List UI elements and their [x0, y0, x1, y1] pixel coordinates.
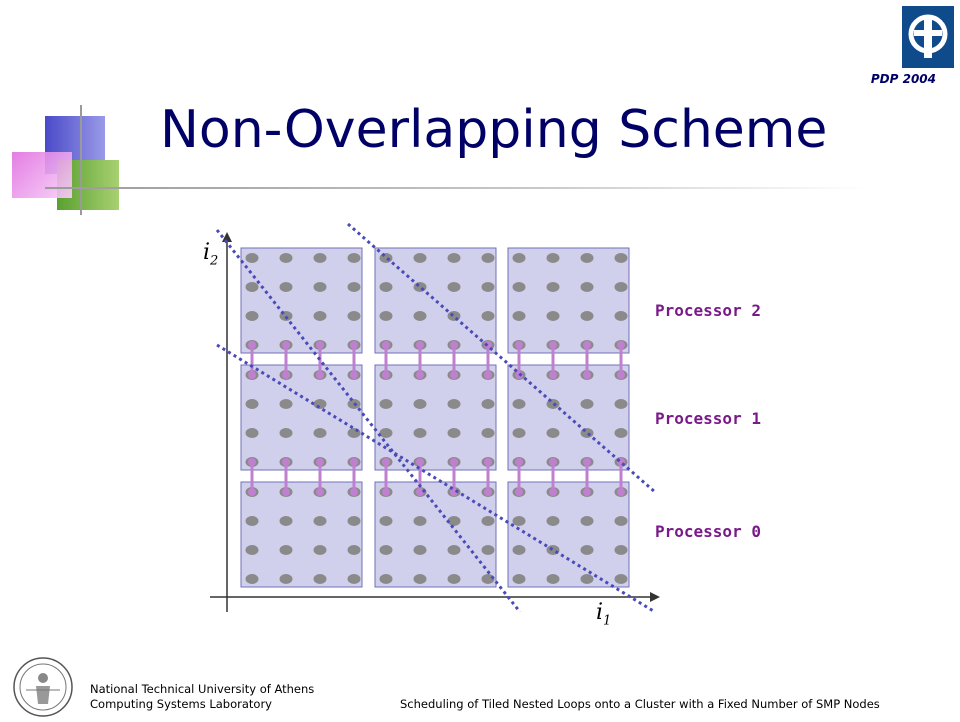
iteration-point [314, 282, 327, 292]
dependence-end [450, 341, 458, 349]
iteration-point [246, 574, 259, 584]
dependence-end [316, 488, 324, 496]
dependence-end [583, 371, 591, 379]
slide-title: Non-Overlapping Scheme [160, 100, 828, 160]
dependence-end [583, 458, 591, 466]
iteration-point [513, 516, 526, 526]
dependence-end [484, 458, 492, 466]
iteration-point [581, 253, 594, 263]
iteration-point [513, 311, 526, 321]
iteration-point [348, 516, 361, 526]
dependence-end [549, 458, 557, 466]
footer-institution: National Technical University of Athens [90, 682, 315, 696]
iteration-point [246, 253, 259, 263]
dependence-end [282, 371, 290, 379]
processor-1-label: Processor 1 [655, 409, 761, 428]
iteration-point [348, 574, 361, 584]
dependence-end [316, 371, 324, 379]
dependence-end [583, 341, 591, 349]
dependence-end [382, 341, 390, 349]
iteration-point [513, 282, 526, 292]
iteration-point [314, 516, 327, 526]
dependence-end [350, 458, 358, 466]
dependence-end [617, 341, 625, 349]
dependence-end [350, 341, 358, 349]
iteration-point [581, 282, 594, 292]
iteration-point [246, 282, 259, 292]
footer-talk-title: Scheduling of Tiled Nested Loops onto a Cluster with a Fixed Number of SMP Nodes [400, 697, 880, 711]
tile [508, 482, 629, 587]
iteration-point [280, 253, 293, 263]
iteration-point [513, 399, 526, 409]
iteration-point [280, 282, 293, 292]
dependence-end [416, 371, 424, 379]
iteration-point [615, 399, 628, 409]
processor-2-label: Processor 2 [655, 301, 761, 320]
iteration-point [482, 282, 495, 292]
iteration-point [615, 545, 628, 555]
iteration-point [280, 428, 293, 438]
iteration-point [513, 253, 526, 263]
iteration-point [448, 253, 461, 263]
iteration-point [348, 545, 361, 555]
iteration-point [280, 574, 293, 584]
x-axis-label: $i_1$ [596, 600, 612, 629]
conference-label: PDP 2004 [870, 72, 936, 86]
x-axis-arrow [650, 592, 660, 602]
iteration-point [414, 282, 427, 292]
dependence-end [515, 458, 523, 466]
dependence-end [282, 488, 290, 496]
iteration-point [380, 574, 393, 584]
tile [241, 482, 362, 587]
dependence-end [382, 371, 390, 379]
iteration-point [380, 399, 393, 409]
dependence-end [583, 488, 591, 496]
iteration-point [280, 545, 293, 555]
footer-affiliation [90, 682, 314, 712]
iteration-point [615, 516, 628, 526]
iteration-point [581, 516, 594, 526]
iteration-point [414, 516, 427, 526]
iteration-point [482, 399, 495, 409]
iteration-point [615, 282, 628, 292]
iteration-point [615, 311, 628, 321]
iteration-point [547, 253, 560, 263]
dependence-end [484, 488, 492, 496]
iteration-point [581, 545, 594, 555]
iteration-point [246, 311, 259, 321]
iteration-point [448, 574, 461, 584]
dependence-end [282, 458, 290, 466]
dependence-end [316, 341, 324, 349]
iteration-point [348, 253, 361, 263]
iteration-point [448, 428, 461, 438]
dependence-end [382, 488, 390, 496]
iteration-point [314, 545, 327, 555]
iteration-point [547, 516, 560, 526]
iteration-point [414, 545, 427, 555]
iteration-point [513, 574, 526, 584]
dependence-end [450, 371, 458, 379]
dependence-end [248, 458, 256, 466]
dependence-end [617, 371, 625, 379]
iteration-point [414, 311, 427, 321]
iteration-point [615, 253, 628, 263]
iteration-point [246, 428, 259, 438]
iteration-point [380, 428, 393, 438]
iteration-point [414, 253, 427, 263]
iteration-point [348, 282, 361, 292]
tile [241, 365, 362, 470]
iteration-point [448, 399, 461, 409]
dependence-end [416, 341, 424, 349]
dependence-end [416, 458, 424, 466]
iteration-point [482, 516, 495, 526]
iteration-point [547, 428, 560, 438]
iteration-point [448, 545, 461, 555]
iteration-point [513, 428, 526, 438]
iteration-point [581, 311, 594, 321]
iteration-point [280, 516, 293, 526]
dependence-end [617, 488, 625, 496]
iteration-point [513, 545, 526, 555]
iteration-point [547, 311, 560, 321]
dependence-end [248, 341, 256, 349]
iteration-point [615, 428, 628, 438]
dependence-end [484, 371, 492, 379]
iteration-point [547, 574, 560, 584]
iteration-point [314, 399, 327, 409]
iteration-point [380, 516, 393, 526]
iteration-point [380, 311, 393, 321]
tile [375, 365, 496, 470]
dependence-end [248, 371, 256, 379]
dependence-end [350, 371, 358, 379]
iteration-point [581, 574, 594, 584]
iteration-point [314, 428, 327, 438]
iteration-point [246, 516, 259, 526]
iteration-point [448, 311, 461, 321]
dependence-end [515, 488, 523, 496]
iteration-point [314, 253, 327, 263]
iteration-point [581, 428, 594, 438]
y-axis-label: $i_2$ [203, 240, 219, 269]
dependence-end [248, 488, 256, 496]
dependence-end [316, 458, 324, 466]
iteration-point [380, 253, 393, 263]
dependence-end [549, 341, 557, 349]
iteration-point [547, 282, 560, 292]
footer-lab: Computing Systems Laboratory [90, 697, 272, 711]
iteration-point [482, 253, 495, 263]
iteration-point [414, 399, 427, 409]
iteration-point [482, 428, 495, 438]
iteration-point [482, 311, 495, 321]
iteration-point [246, 399, 259, 409]
tile [508, 248, 629, 353]
ntua-seal-icon [12, 656, 74, 722]
iteration-point [581, 399, 594, 409]
iteration-point [314, 311, 327, 321]
iteration-point [482, 545, 495, 555]
dependence-end [350, 488, 358, 496]
iteration-point [246, 545, 259, 555]
iteration-point [414, 428, 427, 438]
dependence-end [450, 458, 458, 466]
iteration-point [380, 282, 393, 292]
dependence-end [549, 371, 557, 379]
iteration-point [414, 574, 427, 584]
iteration-point [280, 399, 293, 409]
iteration-point [448, 282, 461, 292]
dependence-end [282, 341, 290, 349]
dependence-end [382, 458, 390, 466]
dependence-end [549, 488, 557, 496]
processor-0-label: Processor 0 [655, 522, 761, 541]
iteration-point [348, 428, 361, 438]
iteration-point [348, 311, 361, 321]
dependence-end [416, 488, 424, 496]
iteration-point [380, 545, 393, 555]
tile [375, 482, 496, 587]
iteration-point [615, 574, 628, 584]
dependence-end [515, 341, 523, 349]
iteration-point [314, 574, 327, 584]
